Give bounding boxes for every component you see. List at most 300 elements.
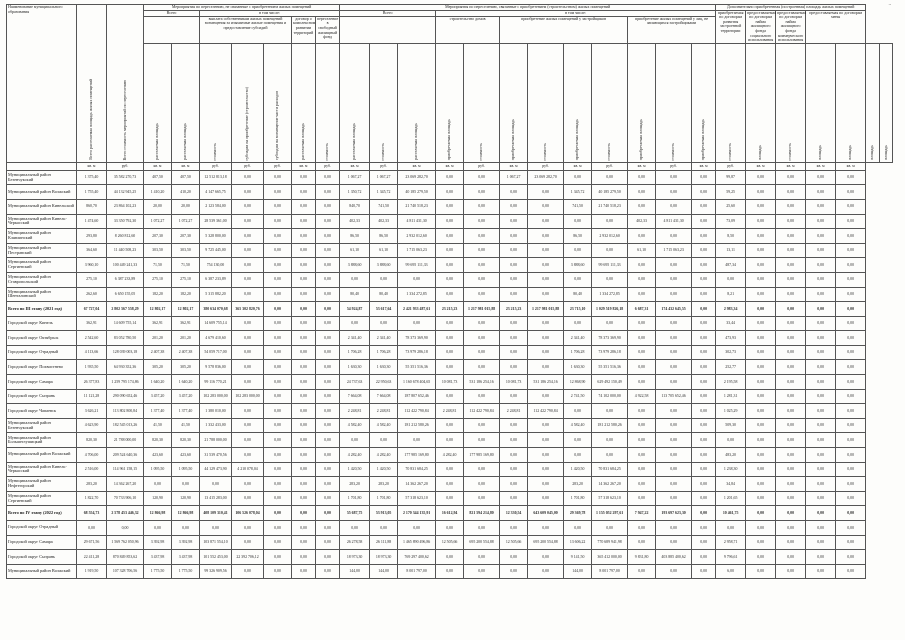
table-cell: 2 516,00	[77, 462, 107, 477]
table-cell: 0,00	[232, 185, 264, 200]
table-cell: 0,00	[836, 258, 866, 273]
unit-cell: кв. м	[500, 162, 528, 170]
table-cell: 0,00	[656, 229, 692, 244]
table-cell: 0,00	[316, 521, 340, 536]
table-cell: 0,00	[656, 521, 692, 536]
table-cell: 9 141,50	[564, 550, 592, 565]
table-cell: 0,00	[292, 272, 316, 287]
table-cell: 0,00	[836, 243, 866, 258]
table-cell: 4 811 431,30	[656, 214, 692, 229]
table-cell: 35 582 270,73	[107, 170, 144, 185]
table-cell: 0,00	[806, 521, 836, 536]
table-cell: 0,00	[746, 214, 776, 229]
table-cell: 0,00	[564, 243, 592, 258]
table-cell: 0,00	[316, 448, 340, 463]
table-cell: 0,00	[370, 521, 398, 536]
table-cell: 0,00	[776, 477, 806, 492]
table-cell: 26 278,58	[340, 535, 370, 550]
table-row	[7, 491, 893, 506]
table-cell: 102 283 000,00	[232, 389, 264, 404]
table-cell: 0,00	[692, 272, 716, 287]
table-cell: 0,00	[264, 404, 292, 419]
table-cell: 0,00	[528, 564, 564, 579]
table-cell: 0,00	[464, 360, 500, 375]
table-cell: 1 465 890 496,86	[398, 535, 436, 550]
table-cell: 1 706,28	[340, 345, 370, 360]
unit-cell: кв. м	[144, 162, 172, 170]
table-cell: 0,00	[232, 258, 264, 273]
table-cell: 2 802 567 558,29	[107, 302, 144, 317]
municipality-name: Муниципальный район Волжский	[7, 448, 77, 463]
table-cell: 0,00	[836, 521, 866, 536]
table-cell: 0,00	[316, 360, 340, 375]
table-cell: 1 822,70	[77, 491, 107, 506]
table-cell: 0,00	[292, 345, 316, 360]
table-cell: 0,00	[806, 214, 836, 229]
table-cell: 10 461,75	[716, 506, 746, 521]
table-cell: 0,00	[292, 331, 316, 346]
table-cell: 0,00	[232, 404, 264, 419]
table-cell: 0,00	[292, 550, 316, 565]
table-cell: 34,84	[716, 477, 746, 492]
table-cell: 0,00	[500, 477, 528, 492]
table-cell: 0,00	[500, 214, 528, 229]
table-cell: 1 630,30	[340, 360, 370, 375]
table-cell: 0,00	[836, 199, 866, 214]
table-cell: 2 983,34	[716, 302, 746, 317]
table-cell: 12 505,66	[436, 535, 464, 550]
table-cell: 283,20	[370, 477, 398, 492]
table-cell: 0,00	[528, 462, 564, 477]
table-cell: 0,00	[264, 316, 292, 331]
table-cell: 99,87	[716, 170, 746, 185]
table-cell: 144,00	[340, 564, 370, 579]
table-cell: 0,00	[628, 404, 656, 419]
table-cell: 0,00	[528, 287, 564, 302]
table-cell: 0,00	[656, 287, 692, 302]
header-col-24: площадь	[836, 43, 866, 162]
table-cell: 0,00	[776, 375, 806, 390]
table-cell: 0,00	[746, 433, 776, 448]
table-cell: 2 578 453 446,32	[107, 506, 144, 521]
table-cell: 0,00	[436, 331, 464, 346]
table-cell: 1 569 762 050,96	[107, 535, 144, 550]
table-cell: 0,00	[746, 360, 776, 375]
table-cell: 14 609 755,14	[200, 316, 232, 331]
table-cell: 0,00	[836, 564, 866, 579]
table-cell: 0,00	[464, 316, 500, 331]
table-cell: 112 422 790,84	[528, 404, 564, 419]
table-cell: 0,00	[436, 521, 464, 536]
table-cell: 0,00	[746, 462, 776, 477]
table-cell: 408 109 310,41	[200, 506, 232, 521]
header-col-2: расселяемая площадь	[172, 43, 200, 162]
table-cell: 2 248,81	[500, 404, 528, 419]
unit-cell: кв. м	[692, 162, 716, 170]
table-cell: 1 775,50	[144, 564, 172, 579]
table-cell: 1 067,27	[370, 170, 398, 185]
table-cell: 0,00	[436, 389, 464, 404]
table-cell: 0,00	[264, 302, 292, 317]
table-cell: 74 102 000,00	[592, 389, 628, 404]
table-cell: 0,00	[692, 214, 716, 229]
table-cell: 0,00	[292, 229, 316, 244]
table-cell: 0,00	[464, 491, 500, 506]
table-cell: 0,00	[628, 185, 656, 200]
table-cell: 0,00	[292, 404, 316, 419]
table-cell: 2 248,81	[370, 404, 398, 419]
table-cell: 70 831 684,25	[398, 462, 436, 477]
table-cell: 3 888,60	[340, 258, 370, 273]
header-dogovor-zhil: предоставляемая по договорам найма жилищного фонда социального использования	[747, 9, 777, 43]
table-cell: 0,00	[692, 506, 716, 521]
table-row	[7, 199, 893, 214]
table-cell: 1 701,80	[370, 491, 398, 506]
table-cell: 1 755,40	[77, 185, 107, 200]
table-cell: 4 282,40	[436, 448, 464, 463]
table-cell: 0,00	[806, 287, 836, 302]
table-cell: 0,00	[264, 345, 292, 360]
table-cell: 0,00	[464, 433, 500, 448]
table-cell: 0,00	[776, 564, 806, 579]
table-cell: 0,00	[370, 433, 398, 448]
table-cell: 0,00	[692, 564, 716, 579]
total-row	[7, 506, 893, 521]
table-cell: 0,00	[776, 521, 806, 536]
table-cell: 1 775,50	[172, 564, 200, 579]
table-cell: 0,00	[656, 199, 692, 214]
table-cell: 0,00	[776, 170, 806, 185]
table-cell: 1 420,50	[370, 462, 398, 477]
table-cell: 0,00	[500, 521, 528, 536]
table-cell: 23 215,23	[500, 302, 528, 317]
header-col-11: приобретаемая площадь	[436, 43, 464, 162]
header-group-b: Мероприятия по переселению, связанные с приобретением (строительством) жилых помещений	[340, 5, 716, 11]
table-cell: 2 741,50	[564, 389, 592, 404]
municipality-name: Городской округ Отрадный	[7, 521, 77, 536]
header-col-4: субсидии на приобретение (строительство)	[232, 43, 264, 162]
table-cell: 0,00	[628, 258, 656, 273]
table-cell: 1 630,30	[564, 360, 592, 375]
header-v-tom-chisle-a: в том числе:	[200, 10, 340, 16]
table-cell: 2 123 584,00	[200, 199, 232, 214]
table-cell: 0,00	[806, 404, 836, 419]
table-cell: 0,00	[692, 258, 716, 273]
table-cell: 0,00	[776, 316, 806, 331]
table-cell: 0,00	[692, 243, 716, 258]
municipality-name: Муниципальный район Клявлинский	[7, 229, 77, 244]
table-cell: 362,91	[77, 316, 107, 331]
table-cell: 380 634 070,68	[200, 302, 232, 317]
table-cell: 3 392,98	[144, 535, 172, 550]
table-cell: 283,20	[340, 477, 370, 492]
table-cell: 12 866,98	[144, 506, 172, 521]
table-cell: 0,00	[292, 418, 316, 433]
table-cell: 0,00	[628, 491, 656, 506]
table-cell: 741,50	[564, 199, 592, 214]
table-cell: 0,00	[592, 170, 628, 185]
table-cell: 0,00	[806, 564, 836, 579]
table-cell: 23 864 102,23	[107, 199, 144, 214]
table-cell: 0,00	[656, 375, 692, 390]
table-cell: 1 217 981 015,88	[528, 302, 564, 317]
table-cell: 0,00	[232, 448, 264, 463]
table-cell: 423,60	[172, 448, 200, 463]
table-cell: 0,00	[340, 521, 370, 536]
table-cell: 0,00	[436, 287, 464, 302]
table-cell: 0,00	[464, 521, 500, 536]
table-cell: 0,00	[500, 550, 528, 565]
table-cell: 8,50	[716, 229, 746, 244]
table-cell: 0,00	[746, 185, 776, 200]
table-cell: 303,50	[144, 243, 172, 258]
table-cell: 0,00	[292, 491, 316, 506]
table-cell: 0,00	[436, 316, 464, 331]
table-cell: 1 701,80	[340, 491, 370, 506]
table-cell: 26 111,88	[370, 535, 398, 550]
table-cell: 0,00	[77, 521, 107, 536]
table-cell: 0,00	[776, 389, 806, 404]
table-cell: 86,50	[370, 229, 398, 244]
table-cell: 0,00	[316, 170, 340, 185]
corner-mark: ..	[888, 2, 891, 7]
table-cell: 0,00	[836, 302, 866, 317]
table-row	[7, 170, 893, 185]
table-cell: 0,00	[746, 302, 776, 317]
table-cell: 5 328 800,00	[200, 229, 232, 244]
table-cell: 0,00	[628, 448, 656, 463]
municipality-name: Муниципальный район Волжский	[7, 564, 77, 579]
table-row	[7, 433, 893, 448]
table-cell: 0,00	[806, 243, 836, 258]
table-cell: 0,00	[464, 418, 500, 433]
table-cell: 0,00	[746, 521, 776, 536]
table-cell: 6 687,31	[628, 302, 656, 317]
table-cell: 0,00	[264, 535, 292, 550]
table-cell: 22 950,63	[370, 375, 398, 390]
table-cell: 1 095,50	[172, 462, 200, 477]
table-cell: 0,00	[500, 345, 528, 360]
table-cell: 0,00	[806, 477, 836, 492]
table-cell: 0,00	[464, 345, 500, 360]
table-cell: 0,00	[232, 433, 264, 448]
table-cell: 0,00	[716, 433, 746, 448]
table-cell: 6 650 155,05	[107, 287, 144, 302]
table-cell: 2 341,40	[370, 331, 398, 346]
table-cell: 0,00	[232, 535, 264, 550]
table-cell: 73 979 286,18	[592, 345, 628, 360]
table-cell: 41,50	[144, 418, 172, 433]
table-cell: 0,00	[836, 316, 866, 331]
table-cell: 57 318 623,10	[592, 491, 628, 506]
table-cell: 0,00	[370, 316, 398, 331]
table-cell: 1 238,30	[716, 462, 746, 477]
table-cell: 12 802,17	[172, 302, 200, 317]
table-cell: 0,00	[564, 170, 592, 185]
table-cell: 0,00	[528, 243, 564, 258]
table-cell: 28 539 361,00	[200, 214, 232, 229]
table-cell: 144,00	[564, 564, 592, 579]
table-cell: 0,00	[836, 170, 866, 185]
table-cell: 1 640,20	[144, 375, 172, 390]
table-cell: 44 132 945,25	[107, 185, 144, 200]
header-total-area: Всего расселяемая площадь жилых помещений	[77, 5, 107, 163]
table-cell: 0,00	[464, 462, 500, 477]
table-cell: 531 186 254,16	[464, 375, 500, 390]
table-cell: 12 868,90	[564, 375, 592, 390]
table-cell: 53 617,64	[370, 302, 398, 317]
table-cell: 0,00	[746, 287, 776, 302]
table-cell: 0,00	[500, 185, 528, 200]
table-cell: 99 326 909,56	[200, 564, 232, 579]
table-row	[7, 448, 893, 463]
table-cell: 0,00	[464, 287, 500, 302]
table-cell: 0,00	[656, 272, 692, 287]
municipality-name: Муниципальный район Сергиевский	[7, 258, 77, 273]
table-cell: 11 121,28	[77, 389, 107, 404]
table-cell: 0,00	[464, 199, 500, 214]
table-cell: 0,00	[232, 316, 264, 331]
header-col-15: приобретаемая площадь	[564, 43, 592, 162]
table-cell: 182,20	[144, 287, 172, 302]
table-cell: 0,00	[628, 287, 656, 302]
unit-cell: руб.	[716, 162, 746, 170]
municipality-name: Городской округ Октябрьск	[7, 331, 77, 346]
table-cell: 20,00	[144, 199, 172, 214]
table-cell: 0,00	[628, 345, 656, 360]
table-cell: 1 332 433,00	[200, 418, 232, 433]
table-cell: 0,00	[656, 448, 692, 463]
unit-cell: кв. м	[172, 162, 200, 170]
table-row	[7, 550, 893, 565]
table-cell: 0,00	[436, 243, 464, 258]
table-cell: 0,00	[776, 331, 806, 346]
table-cell: 99 116 770,21	[200, 375, 232, 390]
table-cell: 2 407,38	[172, 345, 200, 360]
unit-cell: руб.	[316, 162, 340, 170]
table-cell: 0,00	[746, 258, 776, 273]
table-cell: 0,00	[656, 477, 692, 492]
table-cell: 365 412 000,00	[592, 550, 628, 565]
table-row	[7, 375, 893, 390]
table-cell: 302,73	[716, 345, 746, 360]
table-cell: 25,60	[716, 199, 746, 214]
table-cell: 2 958,71	[716, 535, 746, 550]
table-cell: 78 373 369,90	[398, 331, 436, 346]
table-cell: 0,00	[592, 433, 628, 448]
table-cell: 0,00	[656, 331, 692, 346]
table-cell: 0,00	[564, 521, 592, 536]
table-cell: 73 979 286,18	[398, 345, 436, 360]
table-cell: 0,00	[316, 433, 340, 448]
table-cell: 365 302 820,76	[232, 302, 264, 317]
table-cell: 0,00	[464, 229, 500, 244]
table-cell: 67 727,04	[77, 302, 107, 317]
table-cell: 1 095,50	[144, 462, 172, 477]
table-cell: 483,20	[716, 448, 746, 463]
table-cell: 4 679 410,60	[200, 331, 232, 346]
municipality-name: Муниципальный район Большеглушицкий	[7, 433, 77, 448]
table-cell: 0,00	[806, 462, 836, 477]
table-cell: 1 640,20	[172, 375, 200, 390]
table-cell: 695 200 554,88	[528, 535, 564, 550]
table-cell: 1 701,80	[564, 491, 592, 506]
table-cell: 0,00	[528, 214, 564, 229]
table-cell: 8,21	[716, 287, 746, 302]
table-cell: 24 737,63	[340, 375, 370, 390]
table-cell: 55 351 516,36	[592, 360, 628, 375]
table-cell: 12 866,98	[172, 506, 200, 521]
table-cell: 0,00	[464, 243, 500, 258]
table-cell: 201,20	[172, 331, 200, 346]
municipality-name: Муниципальный район Кинель-Черкасский	[7, 214, 77, 229]
header-col-5: субсидии на возмещение части расходов	[264, 43, 292, 162]
table-cell: 181 212 580,26	[592, 418, 628, 433]
table-cell: 0,00	[436, 550, 464, 565]
table-cell: 0,00	[564, 316, 592, 331]
table-cell: 57 318 623,10	[398, 491, 436, 506]
table-cell: 0,00	[528, 360, 564, 375]
table-cell: 16 612,94	[436, 506, 464, 521]
header-svobodny-fond: переселение в свободный жилищный фонд	[316, 16, 340, 43]
table-cell: 0,00	[806, 331, 836, 346]
table-cell: 0,00	[232, 331, 264, 346]
table-cell: 0,00	[500, 360, 528, 375]
header-vsego-b-sub	[340, 16, 436, 43]
table-cell: 0,00	[806, 199, 836, 214]
table-cell: 0,00	[592, 214, 628, 229]
table-cell: 0,00	[628, 229, 656, 244]
table-cell: 0,00	[316, 564, 340, 579]
table-cell: 0,00	[500, 287, 528, 302]
table-cell: 0,00	[528, 331, 564, 346]
header-priobretenie: приобретение жилых помещений у застройщиков	[500, 16, 628, 43]
table-row	[7, 418, 893, 433]
table-cell: 3 960,10	[77, 258, 107, 273]
table-cell: 1 377,40	[144, 404, 172, 419]
unit-cell	[7, 162, 77, 170]
table-cell: 0,00	[316, 331, 340, 346]
table-cell: 0,00	[656, 185, 692, 200]
table-cell: 0,00	[592, 404, 628, 419]
header-col-21: площадь	[746, 43, 776, 162]
header-col-7: стоимость	[316, 43, 340, 162]
table-cell: 0,00	[836, 185, 866, 200]
table-cell: 0,00	[464, 389, 500, 404]
table-cell: 1 334 272,85	[592, 287, 628, 302]
table-cell: 3 437,98	[144, 550, 172, 565]
table-cell: 0,00	[316, 535, 340, 550]
table-cell: 0,00	[316, 214, 340, 229]
table-cell: 0,00	[836, 272, 866, 287]
table-cell: 23 069 282,70	[398, 170, 436, 185]
table-cell: 0,00	[436, 258, 464, 273]
table-cell: 54 059 717,00	[200, 345, 232, 360]
unit-cell: кв. м	[806, 162, 836, 170]
table-cell: 0,00	[292, 389, 316, 404]
table-cell: 305,20	[144, 360, 172, 375]
table-cell: 0,00	[316, 477, 340, 492]
table-cell: 0,00	[836, 433, 866, 448]
table-cell: 0,00	[436, 185, 464, 200]
table-cell: 0,00	[628, 331, 656, 346]
header-col-19: приобретаемая площадь	[692, 43, 716, 162]
table-cell: 0,00	[806, 272, 836, 287]
table-cell: 6 387 233,89	[200, 272, 232, 287]
resettlement-table	[6, 4, 893, 579]
table-cell: 820,30	[172, 433, 200, 448]
table-cell: 0,00	[436, 214, 464, 229]
